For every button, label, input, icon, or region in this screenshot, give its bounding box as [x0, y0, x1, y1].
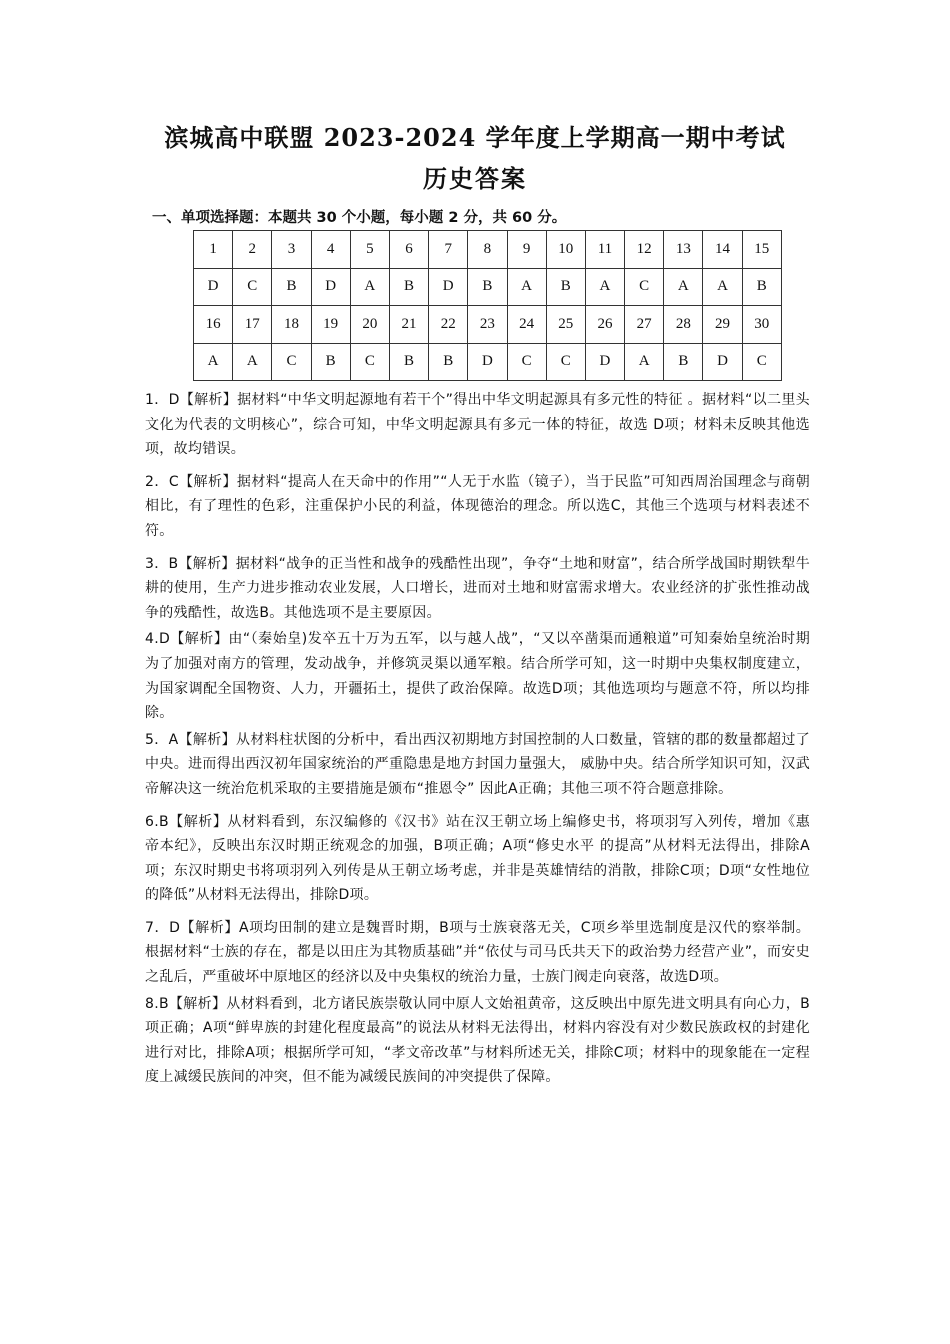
question-number-cell: 4 [311, 231, 350, 269]
question-number-cell: 17 [233, 306, 272, 344]
question-number-cell: 25 [546, 306, 585, 344]
question-number-cell: 24 [507, 306, 546, 344]
explanation-text: A【解析】从材料柱状图的分析中，看出西汉初期地方封国控制的人口数量，管辖的郡的数量都超过了中央。进而得出西汉初年国家统治的严重隐患是地方封国力量强大， 威胁中央。结合所学知识可知，汉武帝解决这一统治危机采取的主要措施是颁布“推恩令” 因此A正确；其他三项不符合题意排除。 [145, 731, 811, 797]
explanation-text: B【解析】据材料“战争的正当性和战争的残酷性出现”，争夺“土地和财富”，结合所学战国时期铁犁牛耕的使用，生产力进步推动农业发展，人口增长，进而对土地和财富需求增大。农业经济的扩张性推动战争的残酷性，故选B。其他选项不是主要原因。 [145, 555, 810, 621]
question-number-cell: 2 [233, 231, 272, 269]
explanation-paragraph [145, 388, 810, 462]
explanation-number: 1． [145, 392, 169, 408]
question-number-cell: 12 [625, 231, 664, 269]
answer-cell: A [703, 268, 742, 306]
explanation-number: 8. [145, 995, 159, 1012]
question-number-cell: 1 [194, 231, 233, 269]
explanation-number: 3． [145, 555, 169, 572]
answer-cell: C [350, 343, 389, 381]
explanation-number: 6. [145, 813, 159, 830]
answer-cell: B [429, 343, 468, 381]
section-heading: 一、单项选择题：本题共 30 个小题，每小题 2 分，共 60 分。 [152, 210, 567, 226]
answer-cell: A [625, 343, 664, 381]
explanation-paragraph [145, 728, 810, 802]
answer-cell: D [703, 343, 742, 381]
table-row [194, 268, 782, 306]
explanation-paragraph [145, 916, 810, 990]
explanation-text: D【解析】A项均田制的建立是魏晋时期，B项与士族衰落无关，C项乡举里选制度是汉代的察举制。根据材料“士族的存在，都是以田庄为其物质基础”并“依仗与司马氏共天下的政治势力经营产业”，而安史之乱后，严重破坏中原地区的经济以及中央集权的统治力量，士族门阀走向衰落，故选D项。 [145, 919, 811, 986]
answer-cell: A [664, 268, 703, 306]
question-number-cell: 29 [703, 306, 742, 344]
answer-cell: D [429, 268, 468, 306]
question-number-cell: 11 [585, 231, 624, 269]
question-number-cell: 26 [585, 306, 624, 344]
question-number-cell: 14 [703, 231, 742, 269]
table-row [194, 343, 782, 381]
question-number-cell: 10 [546, 231, 585, 269]
question-number-cell: 28 [664, 306, 703, 344]
explanation-number: 5． [145, 731, 169, 748]
question-number-cell: 13 [664, 231, 703, 269]
answer-cell: B [546, 268, 585, 306]
question-number-cell: 21 [389, 306, 428, 344]
question-number-cell: 15 [742, 231, 781, 269]
exam-subtitle: 历史答案 [423, 164, 527, 193]
answer-cell: B [389, 268, 428, 306]
explanation-number: 4. [145, 631, 159, 648]
answer-cell: B [389, 343, 428, 381]
question-number-cell: 9 [507, 231, 546, 269]
explanation-paragraph [145, 810, 810, 908]
exam-title: 滨城高中联盟 2023-2024 学年度上学期高一期中考试 [164, 123, 786, 152]
question-number-cell: 27 [625, 306, 664, 344]
explanation-paragraph [145, 992, 810, 1090]
answer-cell: C [233, 268, 272, 306]
table-row [194, 231, 782, 269]
answer-cell: B [272, 268, 311, 306]
answer-cell: A [350, 268, 389, 306]
answer-cell: C [272, 343, 311, 381]
question-number-cell: 18 [272, 306, 311, 344]
explanation-paragraph [145, 552, 810, 626]
question-number-cell: 3 [272, 231, 311, 269]
explanation-text: C【解析】据材料“提高人在天命中的作用”“人无于水监（镜子），当于民监”可知西周治国理念与商朝相比，有了理性的色彩，注重保护小民的利益，体现德治的理念。所以选C，其他三个选项与材料表述不符。 [145, 473, 810, 539]
explanation-paragraph [145, 470, 810, 544]
question-number-cell: 7 [429, 231, 468, 269]
explanation-text: B【解析】从材料看到，东汉编修的《汉书》站在汉王朝立场上编修史书，将项羽写入列传，增加《惠帝本纪》，反映出东汉时期正统观念的加强，B项正确；A项“修史水平 的提高”从材料无法得出，排除A项；东汉时期史书将项羽列入列传是从王朝立场考虑，并非是英雄情结的消散，排除C项；D项“女性地位的降低”从材料无法得出，排除D项。 [145, 813, 810, 904]
answer-cell: C [625, 268, 664, 306]
answer-cell: D [468, 343, 507, 381]
table-row [194, 306, 782, 344]
answer-cell: C [742, 343, 781, 381]
answer-cell: D [194, 268, 233, 306]
answer-cell: B [742, 268, 781, 306]
question-number-cell: 20 [350, 306, 389, 344]
answer-cell: D [311, 268, 350, 306]
answer-cell: A [507, 268, 546, 306]
explanation-paragraph [145, 627, 810, 725]
question-number-cell: 19 [311, 306, 350, 344]
answer-cell: C [507, 343, 546, 381]
explanation-number: 7． [145, 919, 170, 936]
question-number-cell: 6 [389, 231, 428, 269]
question-number-cell: 8 [468, 231, 507, 269]
question-number-cell: 30 [742, 306, 781, 344]
explanation-number: 2． [145, 473, 169, 490]
explanation-text: B【解析】从材料看到，北方诸民族崇敬认同中原人文始祖黄帝，这反映出中原先进文明具有向心力，B项正确；A项“鲜卑族的封建化程度最高”的说法从材料无法得出，材料内容没有对少数民族政权的封建化进行对比，排除A项；根据所学可知，“孝文帝改革”与材料所述无关，排除C项；材料中的现象能在一定程度上减缓民族间的冲突，但不能为减缓民族间的冲突提供了保障。 [145, 995, 810, 1086]
answer-table [193, 230, 782, 381]
explanation-text: D【解析】由“（秦始皇)发卒五十万为五军，以与越人战”，“又以卒凿渠而通粮道”可知秦始皇统治时期为了加强对南方的管理，发动战争，并修筑灵渠以通军粮。结合所学可知，这一时期中央集权制度建立，为国家调配全国物资、人力，开疆拓土，提供了政治保障。故选D项；其他选项均与题意不符，所以均排除。 [145, 631, 810, 722]
answer-cell: D [585, 343, 624, 381]
explanation-text: D【解析】据材料“中华文明起源地有若干个”得出中华文明起源具有多元性的特征 。据材料“以二里头文化为代表的文明核心”，综合可知，中华文明起源具有多元一体的特征，故选 D项；材料未反映其他选项，故均错误。 [145, 392, 810, 458]
answer-cell: B [468, 268, 507, 306]
answer-cell: C [546, 343, 585, 381]
explanations [145, 388, 810, 1092]
answer-cell: A [585, 268, 624, 306]
answer-cell: B [664, 343, 703, 381]
answer-cell: B [311, 343, 350, 381]
question-number-cell: 5 [350, 231, 389, 269]
question-number-cell: 16 [194, 306, 233, 344]
question-number-cell: 23 [468, 306, 507, 344]
answer-cell: A [233, 343, 272, 381]
answer-cell: A [194, 343, 233, 381]
question-number-cell: 22 [429, 306, 468, 344]
